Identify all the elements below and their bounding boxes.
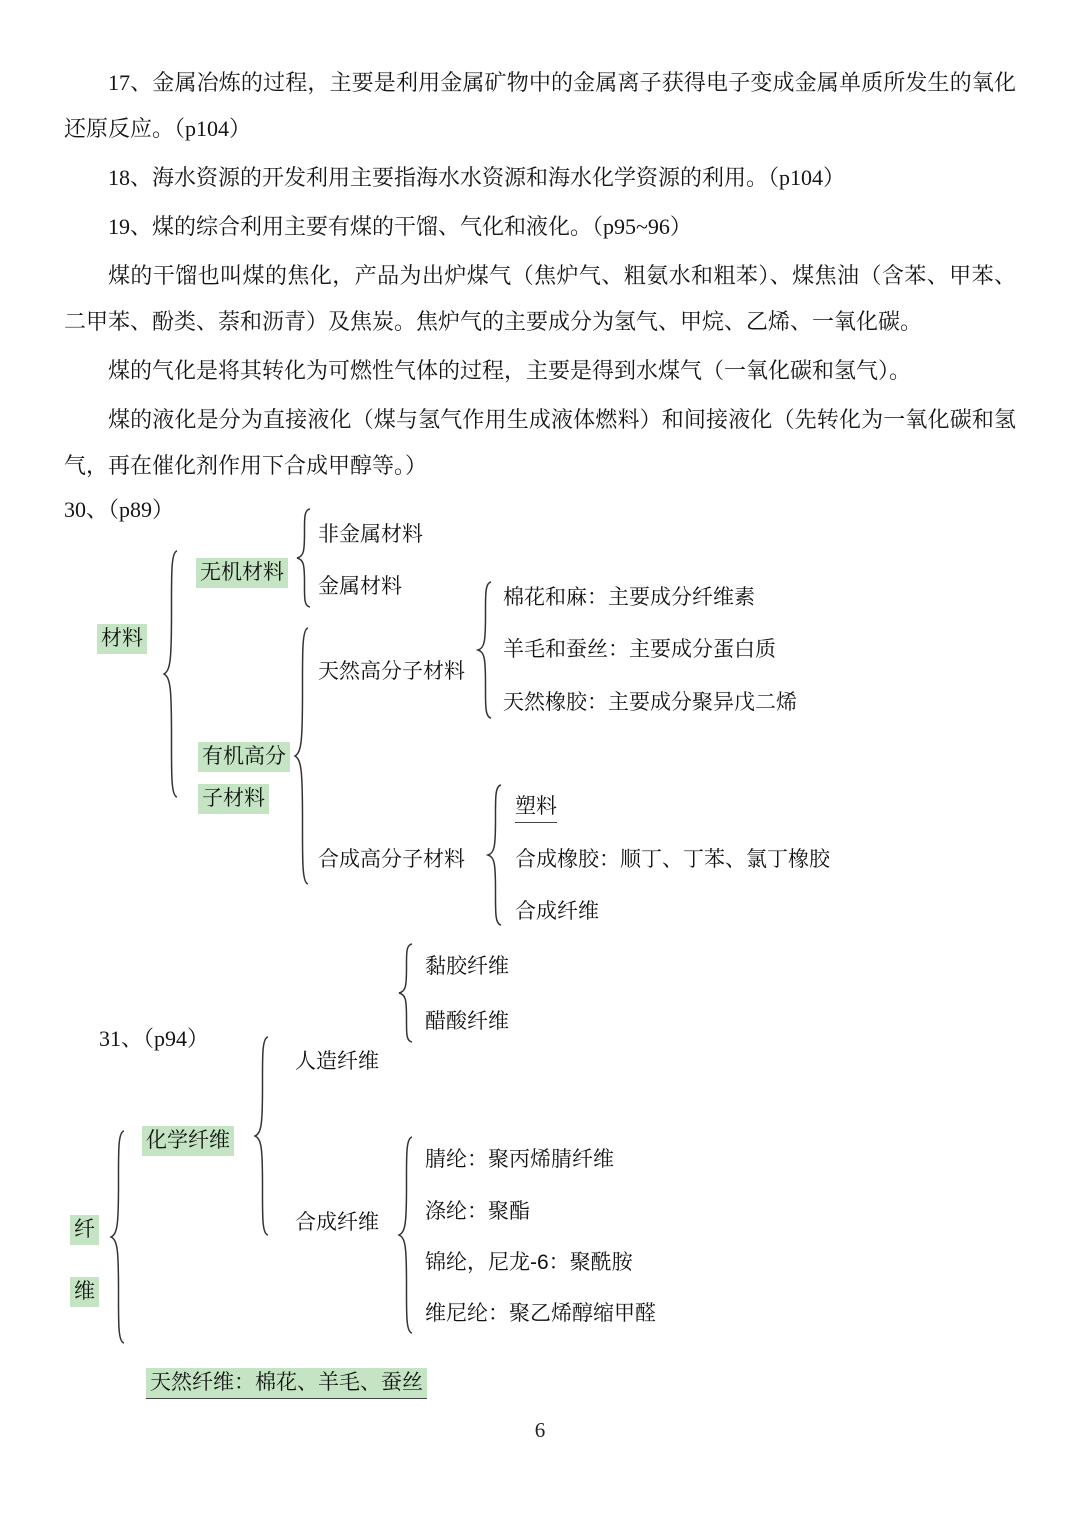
synthetic-fiber-node: 合成纤维 [515,900,599,923]
materials-brace [161,550,179,798]
fiber-root-brace [108,1130,126,1344]
organic-polymer-node-line2: 子材料 [198,784,269,814]
note-paragraph-17: 17、金属冶炼的过程，主要是利用金属矿物中的金属离子获得电子变成金属单质所发生的氧化还原反应。（p104） [64,70,1016,141]
note-paragraph-coal-liquefaction: 煤的液化是分为直接液化（煤与氢气作用生成液体燃料）和间接液化（先转化为一氧化碳和氢气，再在催化剂作用下合成甲醇等。） [64,407,1016,478]
synthetic-rubber-node: 合成橡胶：顺丁、丁苯、氯丁橡胶 [515,848,830,871]
wool-silk-node: 羊毛和蚕丝：主要成分蛋白质 [503,638,776,661]
note-paragraph-18: 18、海水资源的开发利用主要指海水水资源和海水化学资源的利用。（p104） [108,165,846,190]
note-paragraph-19: 19、煤的综合利用主要有煤的干馏、气化和液化。（p95~96） [108,214,692,239]
note-paragraph-coal-dry-distillation: 煤的干馏也叫煤的焦化，产品为出炉煤气（焦炉气、粗氨水和粗苯）、煤焦油（含苯、甲苯、二甲苯、酚类、萘和沥青）及焦炭。焦炉气的主要成分为氢气、甲烷、乙烯、一氧化碳。 [64,263,1016,334]
vinylon-fiber-node: 维尼纶：聚乙烯醇缩甲醛 [425,1302,656,1325]
synthetic-fiber-branch-node: 合成纤维 [295,1211,379,1234]
note-paragraph-coal-gasification: 煤的气化是将其转化为可燃性气体的过程，主要是得到水煤气（一氧化碳和氢气）。 [108,358,912,383]
materials-root-node: 材料 [97,624,147,654]
synthetic-polymer-brace [485,784,503,926]
natural-fiber-node: 天然纤维：棉花、羊毛、蚕丝 [146,1368,427,1399]
plastic-node: 塑料 [515,793,557,823]
organic-polymer-node-line1: 有机高分 [198,742,290,772]
manmade-fiber-brace [396,943,414,1043]
section-30-label: 30、（p89） [64,497,175,522]
nylon-fiber-node: 锦纶，尼龙-6：聚酰胺 [425,1251,633,1274]
synthetic-polymer-node: 合成高分子材料 [318,848,465,871]
fiber-root-node-line2: 维 [70,1277,99,1307]
organic-polymer-brace [292,627,310,885]
metal-materials-node: 金属材料 [318,575,402,598]
notes-text-block [64,60,1016,492]
natural-polymer-node: 天然高分子材料 [318,660,465,683]
acrylic-fiber-node: 腈纶：聚丙烯腈纤维 [425,1148,614,1171]
inorganic-materials-node: 无机材料 [196,558,288,588]
nonmetal-materials-node: 非金属材料 [318,523,423,546]
cotton-hemp-node: 棉花和麻：主要成分纤维素 [503,586,755,609]
natural-polymer-brace [475,581,493,719]
chemical-fiber-node: 化学纤维 [142,1126,234,1156]
chemical-fiber-brace [252,1036,270,1236]
section-31-label: 31、（p94） [99,1026,210,1051]
inorganic-brace [294,508,312,608]
polyester-fiber-node: 涤纶：聚酯 [425,1200,530,1223]
fiber-root-node-line1: 纤 [70,1215,99,1245]
viscose-fiber-node: 黏胶纤维 [425,955,509,978]
synthetic-fiber-brace [396,1136,414,1334]
page-number: 6 [534,1418,546,1442]
acetate-fiber-node: 醋酸纤维 [425,1010,509,1033]
manmade-fiber-node: 人造纤维 [295,1050,379,1073]
natural-rubber-node: 天然橡胶：主要成分聚异戊二烯 [503,691,797,714]
